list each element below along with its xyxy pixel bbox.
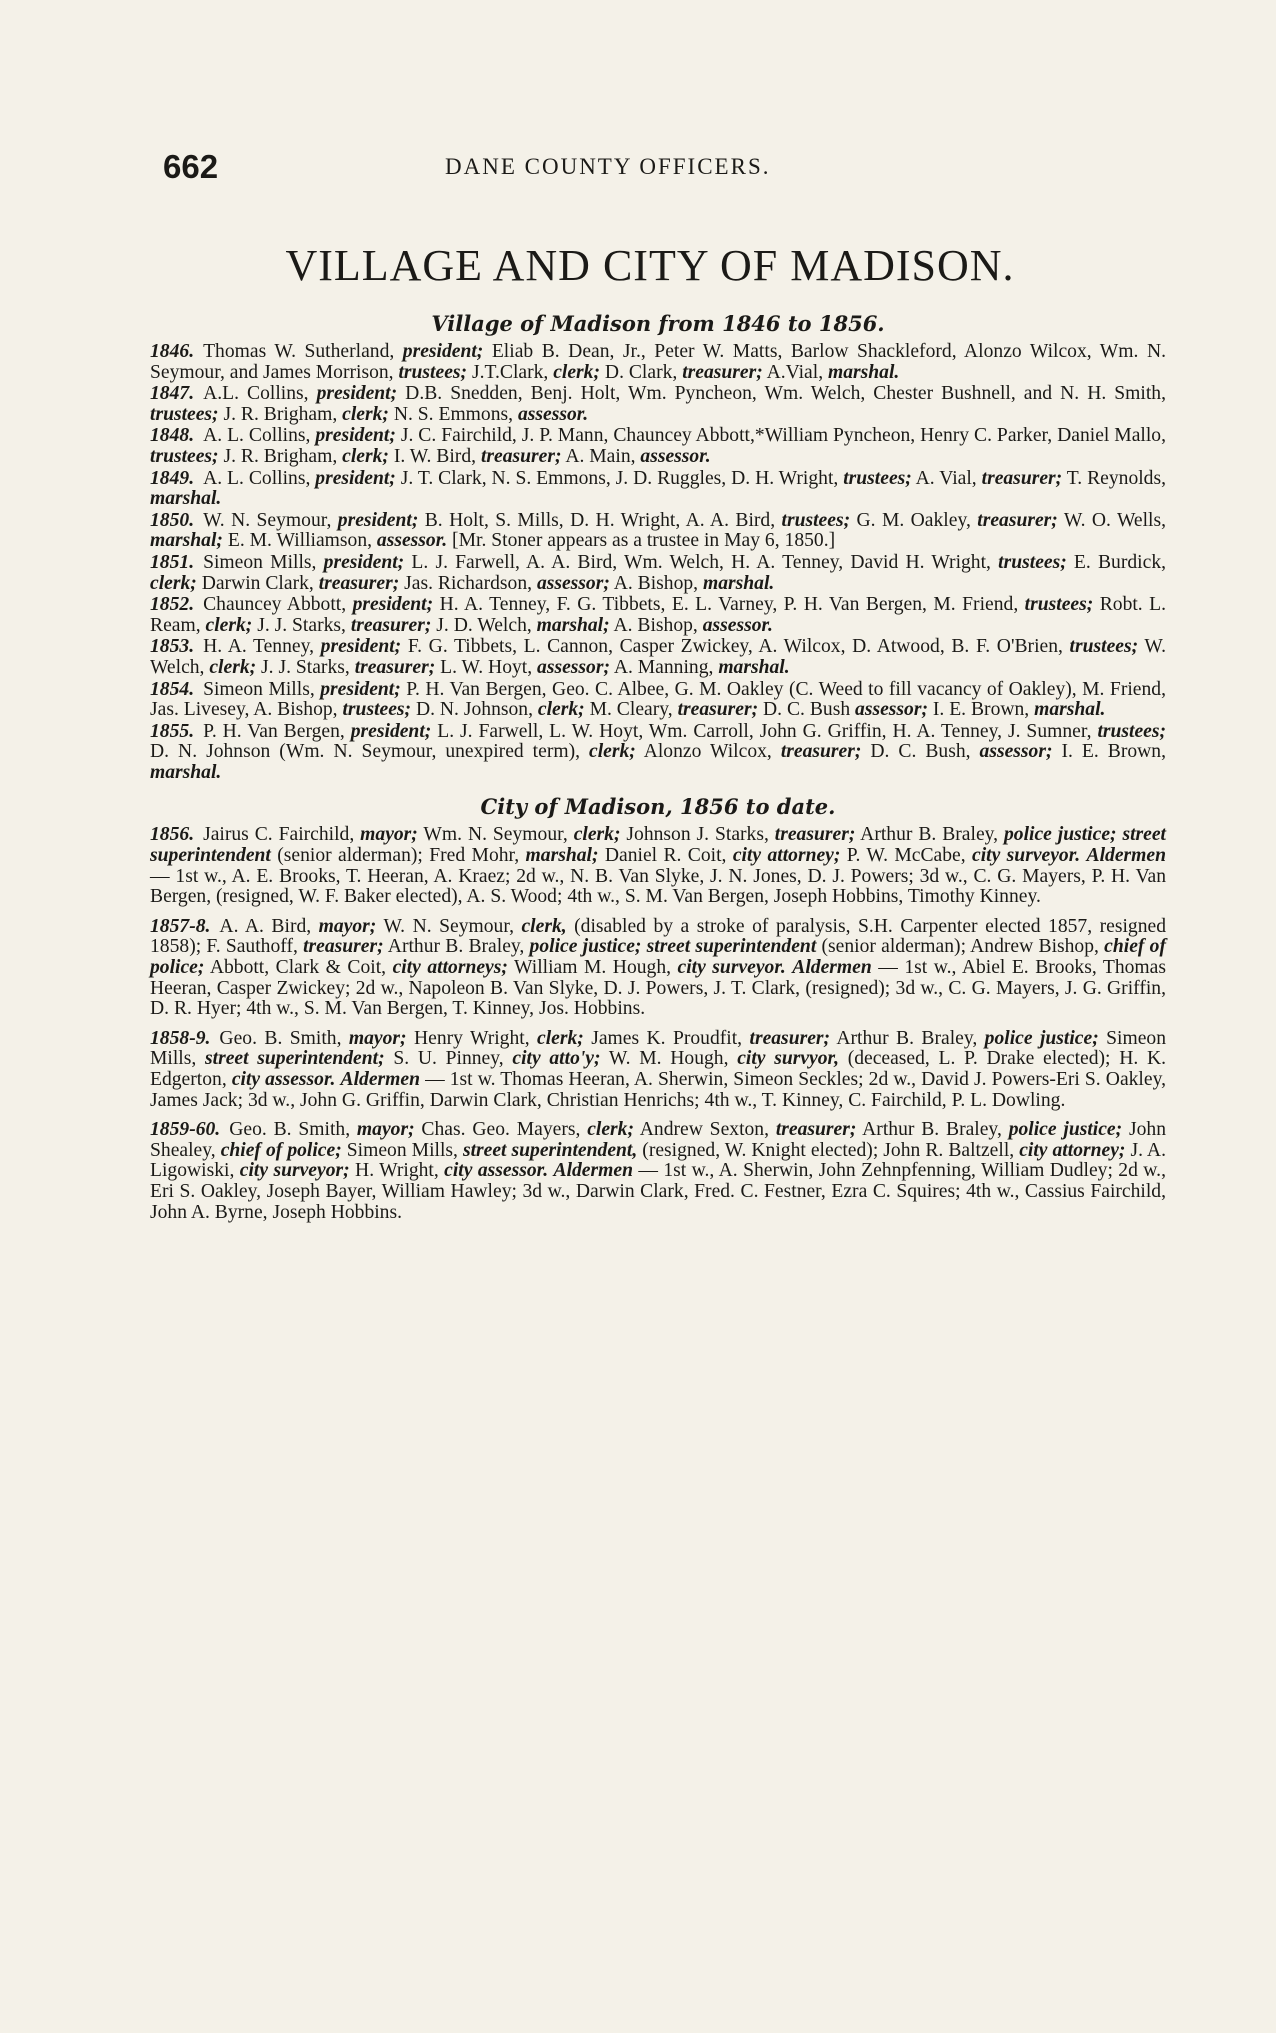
- entry-text: D. C. Bush: [758, 699, 856, 721]
- office-title: trustees;: [781, 509, 851, 531]
- entry-year: 1856.: [150, 824, 195, 846]
- entry-text: Simeon Mills,: [341, 1139, 463, 1161]
- entry-text: Wm. N. Seymour,: [417, 824, 574, 846]
- entry-text: J. T. Clark, N. S. Emmons, J. D. Ruggles, D. H. Wright,: [395, 467, 844, 489]
- office-title: marshal.: [828, 361, 900, 383]
- office-title: police justice;: [529, 936, 642, 958]
- entry-text: D. N. Johnson (Wm. N. Seymour, unexpired term),: [150, 741, 589, 763]
- office-title: clerk;: [573, 824, 621, 846]
- office-title: trustees;: [150, 445, 219, 467]
- office-title: clerk;: [587, 1119, 634, 1141]
- entry-year: 1854.: [150, 678, 195, 700]
- entry-text: Johnson J. Starks,: [620, 824, 775, 846]
- entry-text: L. J. Farwell, L. W. Hoyt, Wm. Carroll, John G. Griffin, H. A. Tenney, J. Sumner,: [431, 720, 1098, 742]
- entry-text: Alonzo Wilcox,: [635, 741, 781, 763]
- officer-entry: [150, 595, 1166, 636]
- office-title: assessor.: [702, 614, 773, 636]
- office-title: trustees;: [1069, 636, 1139, 658]
- officer-entry: [150, 917, 1166, 1020]
- officer-entry: [150, 680, 1166, 721]
- office-title: city surveyor.: [677, 957, 786, 979]
- office-title: president;: [320, 678, 401, 700]
- office-title: clerk;: [342, 403, 389, 425]
- office-title: Aldermen: [1086, 845, 1167, 867]
- entry-text: Jas. Richardson,: [399, 572, 537, 594]
- office-title: treasurer;: [977, 509, 1058, 531]
- office-title: president;: [320, 636, 402, 658]
- entry-text: Simeon Mills,: [150, 1027, 1167, 1070]
- entry-text: Arthur B. Braley,: [830, 1027, 985, 1049]
- office-title: marshal.: [702, 572, 775, 594]
- entry-year: 1853.: [150, 636, 195, 658]
- entry-text: E. Burdick,: [1066, 551, 1167, 573]
- office-title: mayor;: [318, 915, 377, 937]
- entry-text: (resigned, W. Knight elected); John R. Baltzell,: [637, 1139, 1020, 1161]
- entry-text: T. Reynolds,: [1062, 467, 1166, 489]
- entry-text: Jairus C. Fairchild,: [203, 824, 361, 846]
- entry-year: 1855.: [150, 720, 195, 742]
- office-title: marshal;: [150, 530, 223, 552]
- entry-text: Thomas W. Sutherland,: [203, 341, 403, 362]
- entry-text: H. A. Tenney, F. G. Tibbets, E. L. Varney, P. H. Van Bergen, M. Friend,: [433, 594, 1025, 616]
- office-title: clerk,: [521, 915, 567, 937]
- entry-text: A. Bishop,: [609, 572, 703, 594]
- page-title: VILLAGE AND CITY OF MADISON.: [285, 241, 1015, 290]
- entry-text: Simeon Mills,: [203, 551, 324, 573]
- office-title: treasurer;: [981, 467, 1063, 489]
- entry-year: 1848.: [150, 425, 195, 447]
- entry-text: Arthur B. Braley,: [855, 824, 1004, 846]
- entry-text: John Shealey,: [150, 1119, 1167, 1161]
- entry-year: 1850.: [150, 509, 195, 531]
- entry-text: (deceased, L. P. Drake elected); H. K. Edgerton,: [150, 1048, 1167, 1090]
- office-title: street superintendent: [150, 824, 1166, 867]
- entry-text: B. Holt, S. Mills, D. H. Wright, A. A. Bird,: [418, 509, 782, 531]
- office-title: city assessor.: [231, 1069, 336, 1090]
- office-title: mayor;: [360, 824, 418, 846]
- office-title: Aldermen: [553, 1160, 633, 1182]
- office-title: clerk;: [553, 361, 601, 383]
- city-entries: [150, 825, 1166, 1223]
- office-title: treasurer;: [350, 614, 432, 636]
- entry-text: Darwin Clark,: [196, 572, 319, 594]
- officer-entry: [150, 825, 1166, 907]
- entry-text: H. Wright,: [349, 1160, 445, 1182]
- office-title: Aldermen: [792, 957, 872, 979]
- office-title: police justice;: [984, 1027, 1099, 1049]
- entry-text: W. N. Seymour,: [203, 509, 338, 531]
- officer-entry: [150, 722, 1166, 784]
- officer-entry: [150, 637, 1166, 678]
- office-title: trustees;: [843, 467, 912, 489]
- entry-text: Henry Wright,: [406, 1027, 538, 1049]
- office-title: trustees;: [342, 699, 412, 721]
- entry-text: W. M. Hough,: [600, 1048, 738, 1070]
- officer-entry: [150, 511, 1166, 552]
- entry-text: P. H. Van Bergen, Geo. C. Albee, G. M. Oakley (C. Weed to fill vacancy of Oakley), M. Friend, Jas. Livesey, A. Bishop,: [150, 678, 1166, 721]
- officer-lists: [150, 300, 1166, 1224]
- entry-text: Abbott, Clark & Coit,: [204, 957, 393, 979]
- entry-text: A. L. Collins,: [203, 425, 316, 447]
- office-title: treasurer;: [303, 936, 384, 958]
- office-title: police justice;: [1003, 824, 1117, 846]
- entry-text: P. W. McCabe,: [840, 845, 973, 867]
- entry-text: D. N. Johnson,: [411, 699, 538, 721]
- entry-text: W. O. Wells,: [1057, 509, 1166, 531]
- entry-text: I. E. Brown,: [1052, 741, 1166, 763]
- entry-text: (senior alderman); Andrew Bishop,: [816, 936, 1105, 958]
- entry-text: L. J. Farwell, A. A. Bird, Wm. Welch, H. A. Tenney, David H. Wright,: [404, 551, 999, 573]
- officer-entry: [150, 384, 1166, 425]
- entry-text: Arthur B. Braley,: [856, 1119, 1009, 1141]
- office-title: city assessor.: [444, 1160, 549, 1182]
- entry-text: — 1st w., A. Sherwin, John Zehnpfenning, William Dudley; 2d w., Eri S. Oakley, Joseph Bayer, William Hawley; 3d w., Darwin Clark, Fred. C. Festner, Ezra C. Squires; 4th w., Cassius Fairchild, John A. Byrne, Joseph Hobbins.: [150, 1160, 1166, 1223]
- office-title: clerk;: [205, 614, 253, 636]
- office-title: chief of police;: [220, 1139, 342, 1161]
- office-title: treasurer;: [354, 656, 436, 678]
- entry-text: S. U. Pinney,: [384, 1048, 513, 1070]
- entry-text: J. R. Brigham,: [218, 445, 343, 467]
- entry-year: 1847.: [150, 383, 195, 405]
- office-title: assessor;: [536, 572, 610, 594]
- office-title: marshal.: [150, 488, 222, 510]
- office-title: treasurer;: [480, 445, 562, 467]
- entry-text: H. A. Tenney,: [203, 636, 321, 658]
- office-title: trustees;: [150, 403, 219, 425]
- office-title: treasurer;: [749, 1027, 831, 1049]
- page-number: 662: [163, 148, 219, 185]
- entry-text: A. Manning,: [610, 656, 719, 678]
- entry-text: Robt. L. Ream,: [150, 594, 1167, 636]
- entry-text: L. W. Hoyt,: [435, 656, 538, 678]
- office-title: president;: [323, 551, 405, 573]
- entry-text: Andrew Sexton,: [634, 1119, 776, 1141]
- entry-year: 1859-60.: [150, 1119, 221, 1141]
- entry-text: Arthur B. Braley,: [383, 936, 530, 958]
- entry-text: N. S. Emmons,: [388, 403, 518, 425]
- officer-entry: [150, 1120, 1166, 1223]
- entry-text: A.Vial,: [762, 361, 828, 383]
- entry-text: Chauncey Abbott,: [203, 594, 353, 616]
- office-title: treasurer;: [775, 1119, 857, 1141]
- office-title: trustees;: [998, 551, 1067, 573]
- running-head: [163, 148, 1063, 188]
- entry-text: [Mr. Stoner appears as a trustee in May 6, 1850.]: [447, 530, 836, 552]
- entry-text: J. D. Welch,: [431, 614, 537, 636]
- entry-text: J. J. Starks,: [252, 614, 351, 636]
- entry-text: A. L. Collins,: [203, 467, 316, 489]
- entry-text: P. H. Van Bergen,: [203, 720, 351, 742]
- officer-entry: [150, 426, 1166, 467]
- office-title: assessor.: [376, 530, 448, 552]
- entry-text: I. E. Brown,: [927, 699, 1035, 721]
- entry-text: D. Clark,: [600, 361, 683, 383]
- entry-year: 1849.: [150, 467, 195, 489]
- entry-text: Eliab B. Dean, Jr., Peter W. Matts, Barlow Shackleford, Alonzo Wilcox, Wm. N. Seymour, and James Morrison,: [150, 341, 1166, 383]
- office-title: marshal.: [150, 761, 222, 783]
- entry-text: W. Welch,: [150, 636, 1166, 678]
- entry-text: E. M. Williamson,: [222, 530, 377, 552]
- office-title: marshal;: [525, 845, 599, 867]
- office-title: assessor.: [640, 445, 711, 467]
- entry-text: I. W. Bird,: [388, 445, 481, 467]
- entry-year: 1846.: [150, 341, 195, 362]
- entry-text: F. G. Tibbets, L. Cannon, Casper Zwickey, A. Wilcox, D. Atwood, B. F. O'Brien,: [401, 636, 1070, 658]
- office-title: treasurer;: [774, 824, 856, 846]
- entry-text: Geo. B. Smith,: [229, 1119, 357, 1141]
- entry-text: J. J. Starks,: [256, 656, 355, 678]
- office-title: street superintendent,: [462, 1139, 638, 1161]
- office-title: president;: [402, 341, 484, 362]
- entry-text: J. C. Fairchild, J. P. Mann, Chauncey Abbott,*William Pyncheon, Henry C. Parker, Daniel Mallo,: [395, 425, 1166, 447]
- entry-year: 1857-8.: [150, 915, 211, 937]
- office-title: assessor;: [537, 656, 610, 678]
- office-title: clerk;: [589, 741, 636, 763]
- office-title: trustees;: [398, 361, 468, 383]
- section-heading: City of Madison, 1856 to date.: [480, 794, 836, 820]
- office-title: city survyor,: [737, 1048, 839, 1070]
- entry-year: 1852.: [150, 594, 195, 616]
- officer-entry: [150, 1029, 1166, 1111]
- running-title: DANE COUNTY OFFICERS.: [445, 154, 771, 179]
- office-title: treasurer;: [677, 699, 759, 721]
- entry-text: W. N. Seymour,: [376, 915, 522, 937]
- entry-text: (disabled by a stroke of paralysis, S.H. Carpenter elected 1857, resigned 1858); F. Sauthoff,: [150, 915, 1166, 958]
- entry-text: J. R. Brigham,: [218, 403, 343, 425]
- office-title: clerk;: [150, 572, 197, 594]
- office-title: president;: [315, 467, 396, 489]
- office-title: treasurer;: [780, 741, 862, 763]
- entry-text: G. M. Oakley,: [850, 509, 978, 531]
- office-title: mayor;: [348, 1027, 407, 1049]
- office-title: president;: [352, 594, 434, 616]
- office-title: president;: [316, 383, 398, 405]
- office-title: trustees;: [1024, 594, 1094, 616]
- entry-text: A. Bishop,: [609, 614, 703, 636]
- office-title: marshal;: [536, 614, 610, 636]
- village-section: [150, 310, 1166, 783]
- office-title: street superintendent;: [205, 1048, 385, 1070]
- office-title: Aldermen: [340, 1069, 420, 1090]
- entry-text: — 1st w., Abiel E. Brooks, Thomas Heeran, Casper Zwickey; 2d w., Napoleon B. Van Slyke, D. J. Powers, J. T. Clark, (resigned); 3d w., C. G. Mayers, J. G. Griffin, D. R. Hyer; 4th w., S. M. Van Bergen, T. Kinney, Jos. Hobbins.: [150, 957, 1166, 1020]
- office-title: city atto'y;: [512, 1048, 601, 1070]
- entry-text: William M. Hough,: [507, 957, 678, 979]
- entry-text: M. Cleary,: [584, 699, 678, 721]
- office-title: police justice;: [1008, 1119, 1123, 1141]
- office-title: street superintendent: [646, 936, 817, 958]
- entry-text: A. Vial,: [911, 467, 982, 489]
- office-title: trustees;: [1097, 720, 1167, 742]
- entry-text: (senior alderman); Fred Mohr,: [270, 845, 526, 867]
- office-title: president;: [315, 425, 396, 447]
- office-title: city attorneys;: [392, 957, 508, 979]
- entry-text: — 1st w. Thomas Heeran, A. Sherwin, Simeon Seckles; 2d w., David J. Powers-Eri S. Oakley, James Jack; 3d w., John G. Griffin, Darwin Clark, Christian Henrichs; 4th w., T. Kinney, C. Fairchild, P. L. Dowling.: [150, 1069, 1166, 1111]
- entry-text: A. A. Bird,: [219, 915, 319, 937]
- entry-text: D.B. Snedden, Benj. Holt, Wm. Pyncheon, Wm. Welch, Chester Bushnell, and N. H. Smith,: [397, 383, 1166, 405]
- city-section: [150, 793, 1166, 1223]
- office-title: assessor;: [855, 699, 928, 721]
- entry-year: 1858-9.: [150, 1027, 211, 1049]
- office-title: marshal.: [718, 656, 790, 678]
- office-title: city attorney;: [1019, 1139, 1126, 1161]
- office-title: treasurer;: [682, 361, 763, 383]
- entry-text: James K. Proudfit,: [583, 1027, 750, 1049]
- entry-text: A. Main,: [561, 445, 641, 467]
- officer-entry: [150, 553, 1166, 594]
- entry-text: J.T.Clark,: [467, 361, 554, 383]
- office-title: mayor;: [356, 1119, 415, 1141]
- entry-text: Simeon Mills,: [203, 678, 321, 700]
- entry-text: D. C. Bush,: [861, 741, 980, 763]
- office-title: clerk;: [537, 1027, 584, 1049]
- office-title: president;: [337, 509, 419, 531]
- office-title: president;: [350, 720, 432, 742]
- officer-entry: [150, 469, 1166, 510]
- office-title: city surveyor;: [239, 1160, 350, 1182]
- entry-text: Chas. Geo. Mayers,: [414, 1119, 588, 1141]
- office-title: marshal.: [1034, 699, 1106, 721]
- entry-text: — 1st w., A. E. Brooks, T. Heeran, A. Kraez; 2d w., N. B. Van Slyke, J. N. Jones, D. J. Powers; 3d w., C. G. Mayers, P. H. Van Bergen, (resigned, W. F. Baker elected), A. S. Wood; 4th w., S. M. Van Bergen, Joseph Hobbins, Timothy Kinney.: [150, 865, 1166, 908]
- village-entries: [150, 342, 1166, 783]
- entry-year: 1851.: [150, 551, 195, 573]
- office-title: chief of police;: [150, 936, 1166, 979]
- entry-text: J. A. Ligowiski,: [150, 1139, 1166, 1182]
- officer-entry: [150, 342, 1166, 383]
- entry-text: Geo. B. Smith,: [219, 1027, 349, 1049]
- office-title: clerk;: [342, 445, 389, 467]
- entry-text: Daniel R. Coit,: [598, 845, 733, 867]
- office-title: city surveyor.: [972, 845, 1081, 867]
- office-title: clerk;: [209, 656, 257, 678]
- office-title: treasurer;: [318, 572, 400, 594]
- office-title: clerk;: [537, 699, 585, 721]
- office-title: assessor;: [979, 741, 1053, 763]
- office-title: assessor.: [517, 403, 589, 425]
- entry-text: A.L. Collins,: [203, 383, 317, 405]
- office-title: city attorney;: [732, 845, 841, 867]
- section-heading: Village of Madison from 1846 to 1856.: [431, 311, 885, 336]
